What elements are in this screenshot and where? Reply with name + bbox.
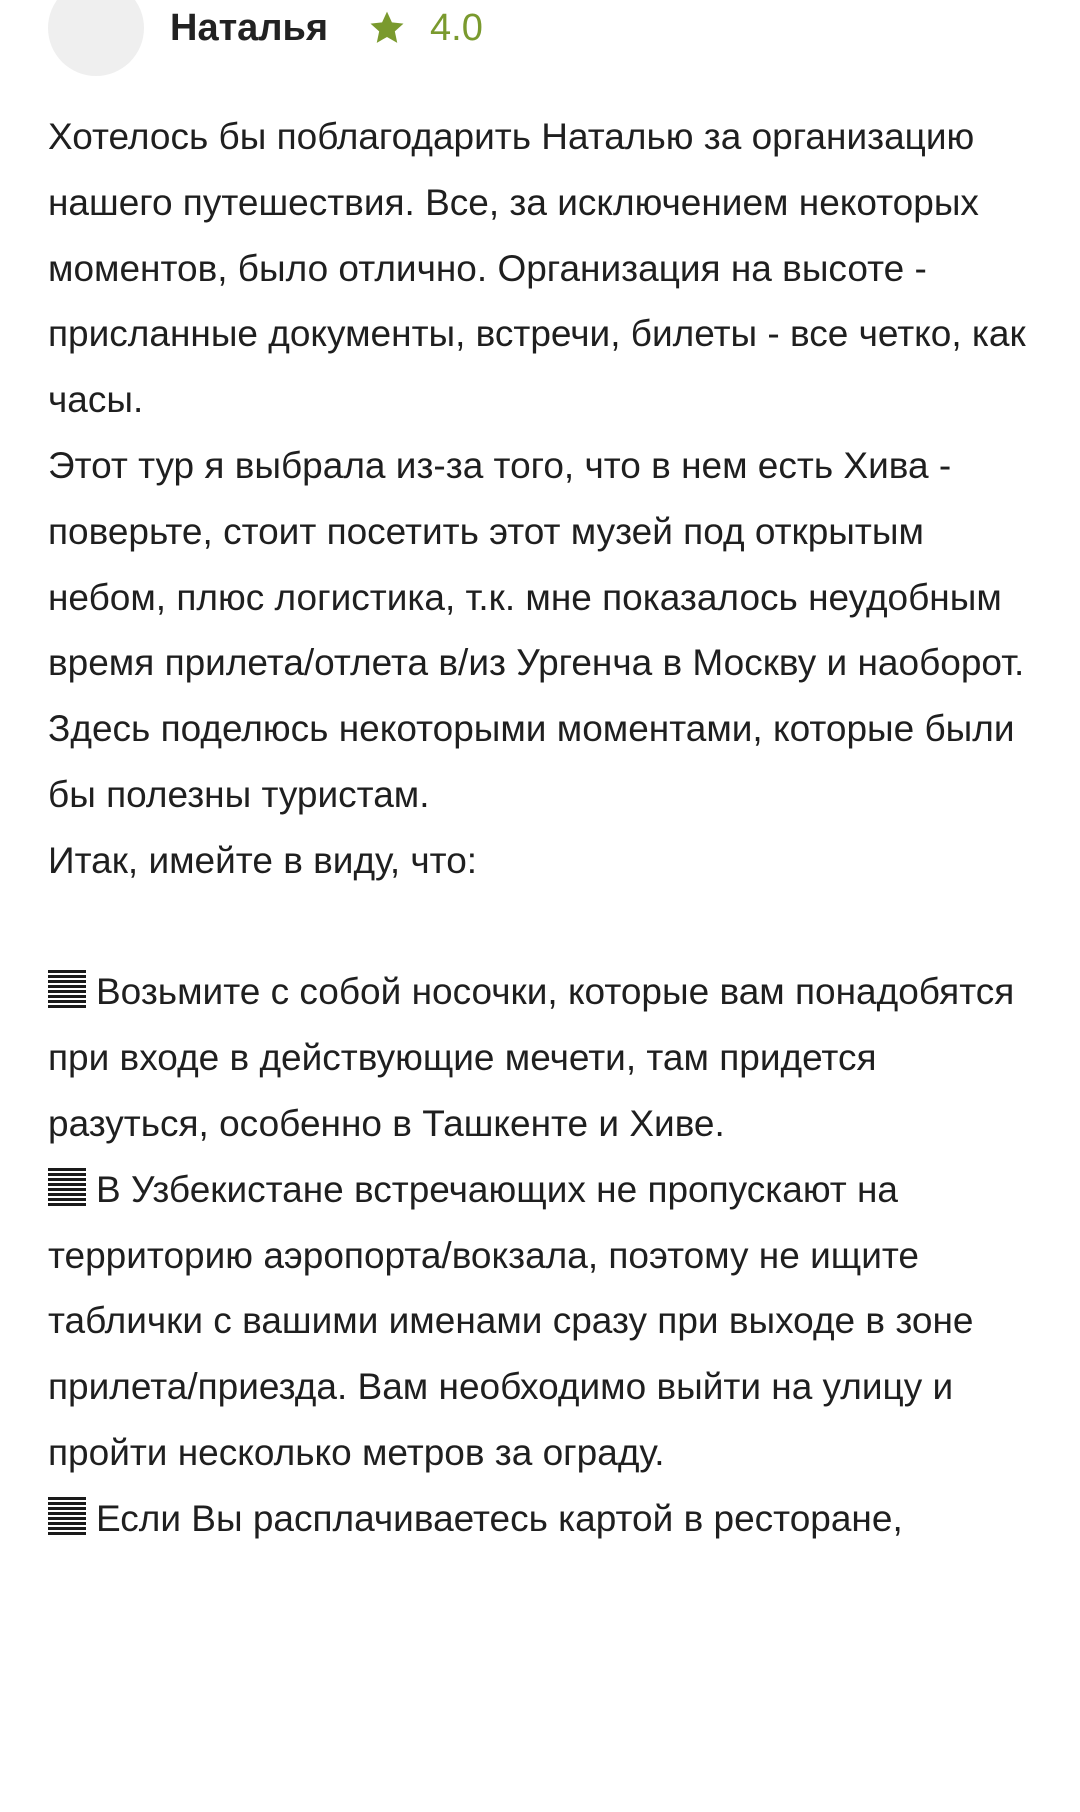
review-paragraph: Этот тур я выбрала из-за того, что в нем есть Хива - поверьте, стоит посетить этот музей под открытым небом, плюс логистика, т.к. мне показалось неудобным время прилета/отлета в/из Ургенча в Москву и наоборот. [48, 444, 1025, 684]
tip-item [48, 959, 1038, 1156]
rating-value: 4.0 [430, 7, 483, 49]
list-bullet-icon [48, 970, 86, 1010]
star-icon [367, 8, 407, 48]
tip-item [48, 1486, 1038, 1552]
tip-text: В Узбекистане встречающих не пропускают на территорию аэропорта/вокзала, поэтому не ищите таблички с вашими именами сразу при выходе в зоне прилета/приезда. Вам необходимо выйти на улицу и пройти несколько метров за ограду. [48, 1168, 974, 1473]
tip-item [48, 1157, 1038, 1486]
review-paragraph: Хотелось бы поблагодарить Наталью за организацию нашего путешествия. Все, за исключением некоторых моментов, было отлично. Организация на высоте - присланные документы, встречи, билеты - все четко, как часы. [48, 116, 1026, 421]
review-paragraph: Здесь поделюсь некоторыми моментами, которые были бы полезны туристам. [48, 708, 1015, 815]
blank-line [48, 894, 1038, 960]
list-bullet-icon [48, 1497, 86, 1537]
tip-text: Возьмите с собой носочки, которые вам понадобятся при входе в действующие мечети, там придется разуться, особенно в Ташкенте и Хиве. [48, 971, 1015, 1144]
tip-text: Если Вы расплачиваетесь картой в ресторане, [96, 1497, 903, 1539]
author-name[interactable]: Наталья [170, 7, 328, 49]
avatar[interactable] [48, 0, 144, 76]
review-text [48, 104, 1038, 1552]
review-header [0, 0, 1080, 80]
review-paragraph: Итак, имейте в виду, что: [48, 839, 478, 881]
list-bullet-icon [48, 1168, 86, 1208]
